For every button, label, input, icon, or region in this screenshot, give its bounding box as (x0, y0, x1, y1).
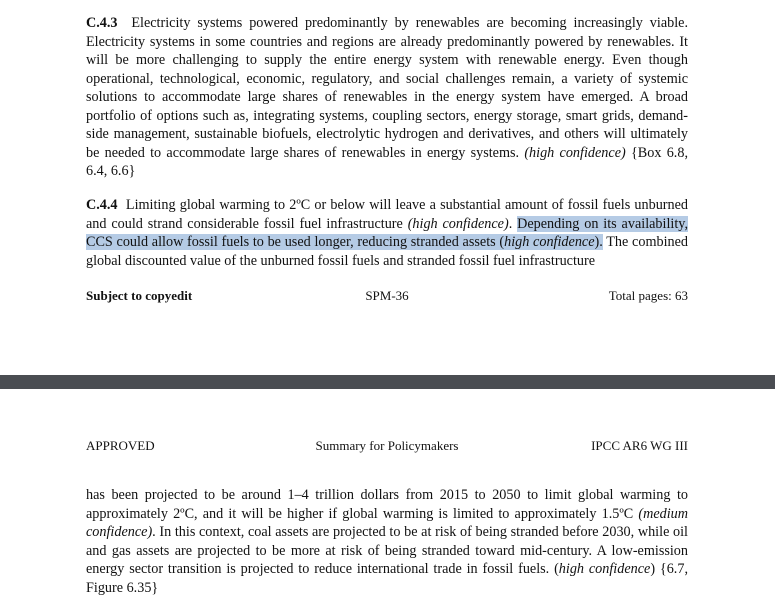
paragraph-c43 (86, 14, 688, 181)
document-page-bottom (0, 389, 775, 613)
confidence-label: (high confidence) (407, 215, 509, 232)
header-report: IPCC AR6 WG III (591, 438, 688, 453)
footer-status: Subject to copyedit (86, 288, 193, 303)
paragraph-continuation (86, 486, 688, 597)
header-title: Summary for Policymakers (315, 438, 459, 453)
paragraph-text: has been projected to be around 1–4 trillion dollars from 2015 to 2050 to limit global warming to approximately 2ºC, and it will be higher if global warming is limited to approximately 1.5ºC (86, 487, 688, 522)
page-header (86, 437, 688, 455)
confidence-label: (medium confidence) (86, 505, 688, 540)
paragraph-text: . In this context, coal assets are projected to be at risk of being stranded before 2030, while oil and gas assets are projected to be more at risk of being stranded toward mid-century. A low-emission energy sector transition is projected to reduce international trade in fossil fuels. ( (86, 524, 688, 577)
confidence-label: high confidence (558, 561, 651, 577)
paragraph-c44 (86, 196, 688, 270)
reference: {Box 6.8, 6.4, 6.6} (86, 144, 688, 179)
punctuation: . (508, 215, 518, 232)
reference: ) {6.7, Figure 6.35} (86, 561, 688, 596)
page-footer (86, 287, 688, 305)
header-status: APPROVED (86, 438, 155, 453)
confidence-label: (high confidence) (524, 144, 626, 161)
paragraph-number: C.4.3 (86, 15, 118, 31)
highlight-body: Depending on its availability, CCS could allow fossil fuels to be used longer, reducing stranded assets ( (86, 215, 689, 250)
footer-total-pages: Total pages: 63 (608, 288, 688, 303)
footer-page-number: SPM-36 (365, 288, 409, 303)
page-separator (0, 375, 775, 390)
paragraph-text: Limiting global warming to 2ºC or below will leave a substantial amount of fossil fuels unburned and could strand considerable fossil fuel infrastructure (86, 197, 688, 232)
highlight-end: ). (594, 234, 603, 250)
paragraph-text: Electricity systems powered predominantly by renewables are becoming increasingly viable. Electricity systems in some countries and regions are already predominantly powered by renewables. It will be more challenging to supply the entire energy system with renewable energy. Even though operational, technological, economic, regulatory, and social challenges remain, a variety of systemic solutions to accommodate large shares of renewables in the energy system have emerged. A broad portfolio of options such as, integrating systems, coupling sectors, energy storage, smart grids, demand-side management, sustainable biofuels, electrolytic hydrogen and derivatives, and others will ultimately be needed to accommodate large shares of renewables in energy systems. (86, 15, 688, 161)
confidence-label: high confidence (504, 234, 595, 250)
paragraph-number: C.4.4 (86, 197, 118, 213)
paragraph-text: The combined global discounted value of the unburned fossil fuels and stranded fossil fuel infrastructure (86, 234, 689, 269)
